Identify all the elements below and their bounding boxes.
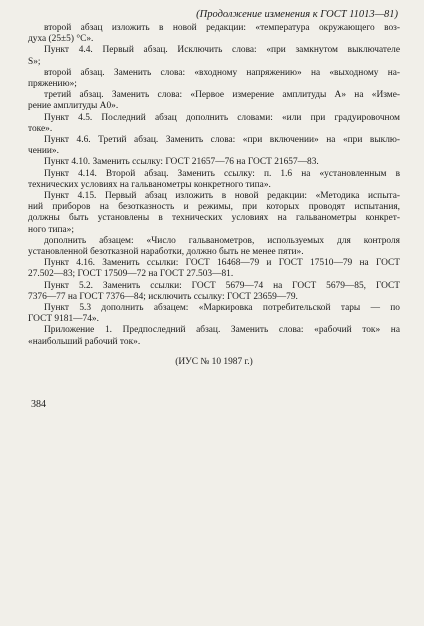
text-line: [28, 247, 400, 258]
text-line: [28, 357, 400, 368]
text-line-content: Пункт 4.16. Заменить ссылки: ГОСТ 16468—79 и ГОСТ 17510—79 на ГОСТ: [44, 258, 400, 269]
text-line-content: должны быть установлены в технических условиях на гальванометры конкрет-: [28, 213, 400, 224]
text-line-content: Пункт 4.4. Первый абзац. Исключить слова: «при замкнутом выключателе: [44, 45, 400, 56]
text-line-content: Пункт 4.14. Второй абзац. Заменить ссылку: п. 1.6 на «установленным в: [44, 168, 400, 179]
amendment-text: [28, 23, 400, 368]
text-line-content: дополнить абзацем: «Число гальванометров, используемых для контроля: [44, 235, 400, 246]
text-line: [28, 157, 400, 168]
text-line: [28, 135, 400, 146]
page-number: 384: [31, 399, 46, 410]
text-line: [28, 236, 400, 247]
text-line-content: Пункт 4.10. Заменить ссылку: ГОСТ 21657—76 на ГОСТ 21657—83.: [44, 157, 319, 168]
text-line: [28, 146, 400, 157]
text-line: [28, 79, 400, 90]
text-line: [28, 57, 400, 68]
text-line-content: духа (25±5) °С».: [28, 34, 94, 45]
text-line: [28, 292, 400, 303]
text-line-content: рение амплитуды A0».: [28, 101, 119, 112]
text-line: [28, 101, 400, 112]
spacer: [28, 348, 400, 357]
text-line-content: второй абзац. Заменить слова: «входному напряжению» на «выходному на-: [44, 67, 400, 78]
text-line: [28, 281, 400, 292]
text-line-content: Пункт 4.15. Первый абзац изложить в новой редакции: «Методика испыта-: [44, 191, 400, 202]
text-line: [28, 325, 400, 336]
running-header: (Продолжение изменения к ГОСТ 11013—81): [196, 9, 398, 20]
text-line-content: Пункт 5.3 дополнить абзацем: «Маркировка потребительской тары — по: [44, 303, 400, 314]
text-line-content: пряжению»;: [28, 79, 77, 90]
text-line: [28, 169, 400, 180]
text-line: [28, 225, 400, 236]
text-line: [28, 180, 400, 191]
text-line-content: второй абзац изложить в новой редакции: «температура окружающего воз-: [44, 23, 400, 33]
text-line-content: Пункт 5.2. Заменить ссылки: ГОСТ 5679—74 на ГОСТ 5679—85, ГОСТ: [44, 280, 400, 291]
text-line: [28, 202, 400, 213]
text-line-content: 27.502—83; ГОСТ 17509—72 на ГОСТ 27.503—81.: [28, 269, 234, 280]
text-line: [28, 23, 400, 34]
text-line-content: Пункт 4.6. Третий абзац. Заменить слова: «при включении» на «при выклю-: [44, 135, 400, 146]
text-line-content: ГОСТ 9181—74».: [28, 314, 99, 325]
text-line: [28, 124, 400, 135]
text-line-content: S»;: [28, 56, 41, 67]
text-line: [28, 34, 400, 45]
text-line-content: токе».: [28, 123, 53, 134]
text-line-content: ного типа»;: [28, 224, 74, 235]
text-line: [28, 191, 400, 202]
text-line: [28, 68, 400, 79]
source-note: (ИУС № 10 1987 г.): [175, 356, 253, 367]
text-line: [28, 113, 400, 124]
text-line: [28, 45, 400, 56]
text-line: [28, 90, 400, 101]
text-line-content: третий абзац. Заменить слова: «Первое измерение амплитуды A» на «Изме-: [44, 90, 400, 101]
text-line-content: Пункт 4.5. Последний абзац дополнить словами: «или при градуировочном: [44, 112, 400, 123]
text-line: [28, 303, 400, 314]
text-line: [28, 258, 400, 269]
text-line: [28, 269, 400, 280]
text-line-content: 7376—77 на ГОСТ 7376—84; исключить ссылку: ГОСТ 23659—79.: [28, 291, 298, 302]
text-line-content: «наибольший рабочий ток».: [28, 336, 141, 347]
text-line: [28, 314, 400, 325]
text-line: [28, 337, 400, 348]
text-line: [28, 213, 400, 224]
text-line-content: чении».: [28, 146, 59, 157]
text-line-content: ний приборов на безотказность и режимы, при которых проводят испытания,: [28, 202, 400, 213]
text-line-content: установленной безотказной наработки, должно быть не менее пяти».: [28, 247, 304, 258]
text-line-content: Приложение 1. Предпоследний абзац. Заменить слова: «рабочий ток» на: [44, 325, 400, 336]
text-line-content: технических условиях на гальванометры конкретного типа».: [28, 179, 271, 190]
